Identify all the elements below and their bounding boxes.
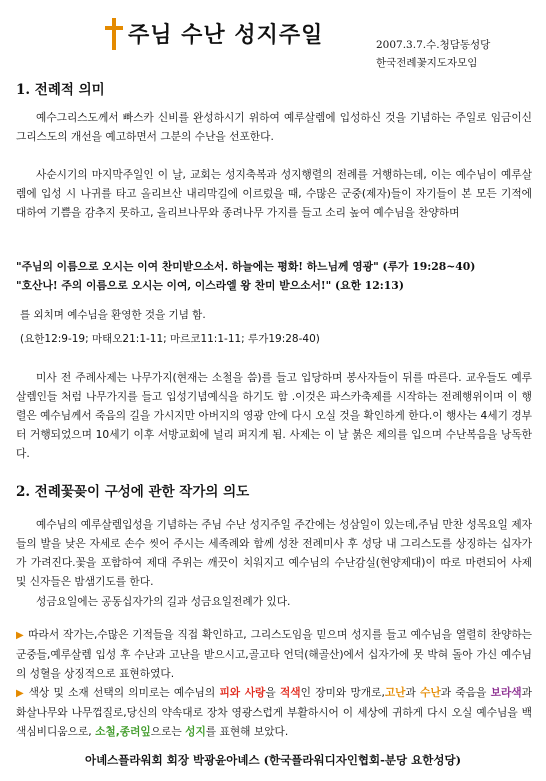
bullet-2-text-d: 과	[405, 686, 421, 699]
section-2-paragraph-1-text: 예수님의 예루살렘입성을 기념하는 주님 수난 성지주일 주간에는 성삼일이 있는데,주님 만찬 성목요일 제자들의 발을 낮은 자세로 손수 씻어 주시는 세족례와 함께 성찬 전례미사 후 성당 내 그리스도를 상징하는 십자가가 가려진다.꽃을 포함하여 제대 주위는 깨끗이 치워지고 예수님의 수난감실(현양제대)이 따로 마련되어 사제 및 신자들은 밤샘기도를 한다.	[16, 518, 532, 588]
section-1-paragraph-4	[16, 368, 532, 463]
scripture-references: (요한12:9-19; 마태오21:1-11; 마르코11:1-11; 루가19:28-40)	[20, 333, 320, 345]
section-1-paragraph-1-text: 예수그리스도께서 빠스카 신비를 완성하시기 위하여 예루살렘에 입성하신 것을 기념하는 주일로 임금이신 그리스도의 개선을 예고하면서 그분의 수난을 선포한다.	[16, 111, 532, 143]
quote-john: "호산나! 주의 이름으로 오시는 이여, 이스라엘 왕 찬미 받으소서!" (요한 12:13)	[16, 279, 404, 292]
section-1-heading: 1. 전례적 의미	[16, 82, 105, 98]
organization: 한국전례꽃지도자모임	[376, 57, 478, 69]
bullet-2-text-e: 과 죽음을	[440, 686, 491, 699]
bullet-2-text-h: 를 표현해 보았다.	[205, 725, 289, 738]
bullet-2-text-f: 과 화살나무와 나무껍질로,당신의 약속대로 장차 영광스럽게 부활하시어 이 세상에 귀하게 다시 오실 예수님을 백색심비디움으로,	[16, 686, 532, 738]
bullet-icon: ▶	[16, 630, 25, 641]
intent-bullet-1-text: 따라서 작가는,수많은 기적들을 직접 확인하고, 그리스도임을 믿으며 성지를 들고 예수님을 열렬히 찬양하는 군중들,예루살렘 입성 후 수난과 고난을 받으시고,골고타 언덕(해골산)에서 십자가에 못 박혀 돌아 가신 예수님의 성혈을 상징적으로 표현하였다.	[16, 628, 532, 680]
highlight-purple: 보라색	[490, 686, 522, 699]
highlight-palm-branch: 성지	[185, 725, 206, 738]
bullet-icon: ▶	[16, 688, 25, 699]
date-place: 2007.3.7.수.청담동성당	[376, 39, 491, 51]
quote-luke: "주님의 이름으로 오시는 이여 찬미받으소서. 하늘에는 평화! 하느님께 영광" (루가 19:28~40)	[16, 260, 476, 273]
section-1-paragraph-4-text: 미사 전 주례사제는 나무가지(현재는 소철을 씀)를 들고 입당하며 봉사자들이 뒤를 따른다. 교우들도 예루살렘인들 처럼 나무가지를 들고 입성기념예식을 하기도 함 .이것은 파스카축제를 시작하는 전례행위이며 이 행렬은 예수님께서 죽음의 길을 가시지만 아버지의 영광 안에 다시 오실 것을 확인하게 한다.이 행사는 4세기 경부터 거행되었으며 10세기 이후 서방교회에 널리 퍼지게 됨. 사제는 이 날 붉은 제의를 입으며 수난복음을 낭독한다.	[16, 371, 532, 460]
bullet-2-text-g: 으로는	[150, 725, 186, 738]
author-footer: 아녜스플라워회 회장 박광윤아녜스 (한국플라워디자인협회-분당 요한성당)	[84, 753, 462, 767]
header-meta	[376, 36, 536, 72]
highlight-passion: 수난	[420, 686, 441, 699]
highlight-blood-love: 피와 사랑	[219, 686, 266, 699]
highlight-red: 적색	[279, 686, 301, 699]
section-2-paragraph-2-text: 성금요일에는 공동십자가의 길과 성금요일전례가 있다.	[36, 595, 291, 608]
intent-bullet-2	[16, 683, 532, 741]
section-2-paragraph-1	[16, 515, 532, 591]
section-1-paragraph-3: 를 외치며 예수님을 환영한 것을 기념 함.	[20, 309, 206, 321]
cross-icon	[103, 16, 125, 52]
highlight-cycad-palm: 소철,종려잎	[95, 725, 151, 738]
bullet-2-text-a: 색상 및 소재 선택의 의미로는 예수님의	[28, 686, 220, 699]
section-1-paragraph-2-text: 사순시기의 마지막주일인 이 날, 교회는 성지축복과 성지행렬의 전례를 거행하는데, 이는 예수님이 예루살렘에 입성 시 나귀를 타고 올리브산 내리막길에 이르렀을 때, 수많은 군중(제자)들이 자기들이 본 모든 기적에 대하여 기쁨을 감추지 못하고, 올리브나무와 종려나무 가지를 들고 소리 높여 예수님을 찬양하며	[16, 168, 532, 219]
intent-bullet-1	[16, 625, 532, 683]
section-1-paragraph-2	[16, 165, 532, 222]
page-title: 주님 수난 성지주일	[128, 23, 324, 48]
section-1-paragraph-1	[16, 108, 532, 146]
section-2-paragraph-2	[16, 592, 532, 611]
section-2-heading: 2. 전례꽃꽂이 구성에 관한 작가의 의도	[16, 484, 250, 500]
bullet-2-text-b: 을	[265, 686, 280, 699]
highlight-suffering: 고난	[384, 686, 406, 699]
document-header	[0, 0, 546, 70]
bullet-2-text-c: 인 장미와 망개로,	[300, 686, 385, 699]
